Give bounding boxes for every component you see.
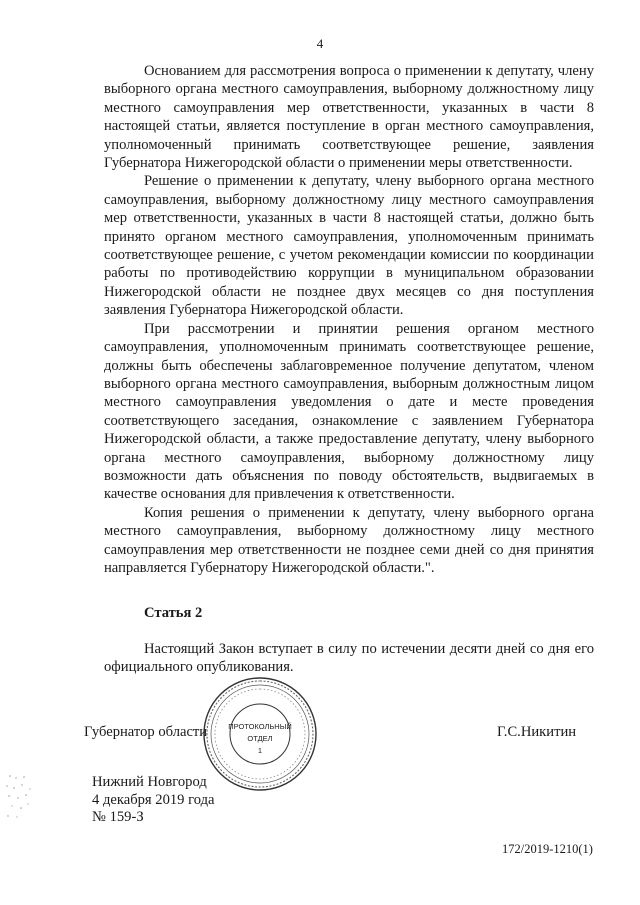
paragraph-decision: Решение о применении к депутату, члену выборного органа местного самоуправления, выборному должностному лицу местного самоуправления мер ответственности, указанных в части 8 настоящей статьи, должно быть принято органом местного самоуправления, уполномоченным принимать соответствующее решение, с учетом рекомендации комиссии по координации работы по противодействию коррупции в муниципальном образовании Нижегородской области не позднее двух месяцев со дня поступления заявления Губернатора Нижегородской области. xyxy=(104,173,594,319)
signatory-name: Г.С.Никитин xyxy=(497,724,577,740)
stamp-line-2: ОТДЕЛ xyxy=(247,734,273,743)
signatory-position: Губернатор области xyxy=(84,724,208,740)
paragraph-procedure: При рассмотрении и принятии решения органом местного самоуправления, уполномоченным принимать соответствующее решение, должны быть обеспечены заблаговременное получение депутатом, членом выборного органа местного самоуправления, выборным должностным лицом местного самоуправления уведомления о дате и месте проведения соответствующего заседания, ознакомление с заявлением Губернатора Нижегородской области, а также предоставление депутату, члену выборного органа местного самоуправления, выборному должностному лицу возможности дать объяснения по поводу обстоятельств, выдвигаемых в качестве основания для привлечения к ответственности. xyxy=(104,320,594,503)
signing-date: 4 декабря 2019 года xyxy=(92,791,215,808)
signing-place: Нижний Новгород xyxy=(92,774,207,790)
document-code: 172/2019-1210(1) xyxy=(502,842,593,856)
paragraph-grounds: Основанием для рассмотрения вопроса о применении к депутату, члену выборного органа местного самоуправления, выборному должностному лицу местного самоуправления мер ответственности, указанных в части 8 настоящей статьи, является поступление в орган местного самоуправления, уполномоченный принимать соответствующее решение, заявления Губернатора Нижегородской области о применении меры ответственности. xyxy=(104,63,594,172)
stamp-line-1: ПРОТОКОЛЬНЫЙ xyxy=(228,722,292,731)
law-number: № 159-З xyxy=(92,809,144,825)
paragraph-copy: Копия решения о применении к депутату, члену выборного органа местного самоуправления, выборному должностному лицу местного самоуправления мер ответственности не позднее семи дней со дня принятия направляется Губернатору Нижегородской области.". xyxy=(104,504,594,576)
stamp-line-3: 1 xyxy=(257,746,263,755)
article-body xyxy=(104,62,594,577)
law-entry-into-force: Настоящий Закон вступает в силу по истечении десяти дней со дня его официального опубликования. xyxy=(104,641,594,676)
scan-noise-icon xyxy=(4,772,38,822)
page-number: 4 xyxy=(316,36,324,51)
signing-details xyxy=(92,774,215,827)
article-2-title: Статья 2 xyxy=(144,605,203,621)
